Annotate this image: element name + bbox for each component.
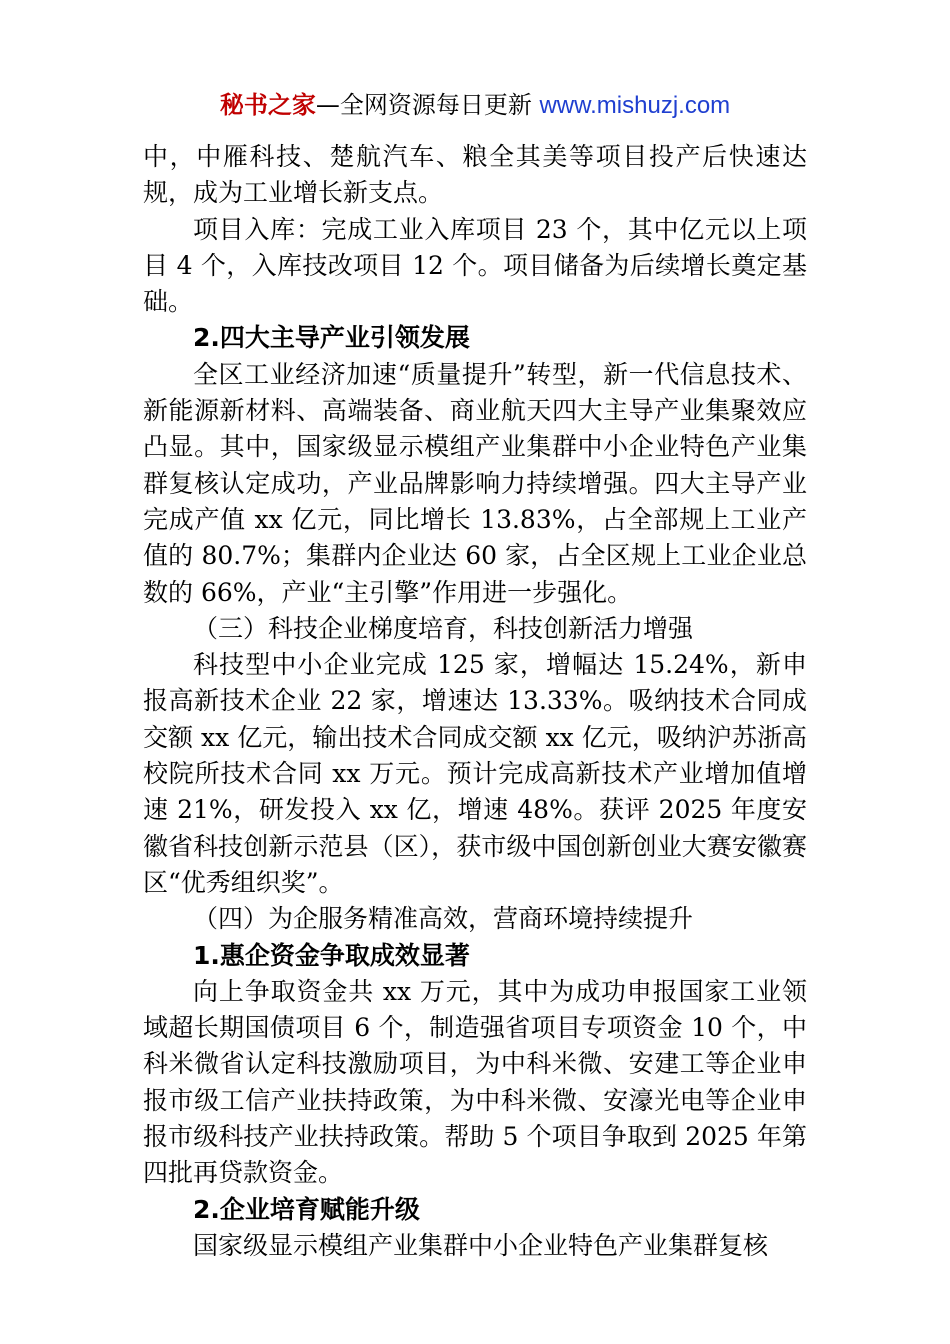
paragraph-funding: 向上争取资金共 xx 万元，其中为成功申报国家工业领域超长期国债项目 6 个，制造强省项目专项资金 10 个，中科米微省认定科技激励项目，为中科米微、安建工等企业申报市级工信产业扶持政策，为中科米微、安濠光电等企业申报市级科技产业扶持政策。帮助 5 个项目争取到 2025 年第四批再贷款资金。 <box>143 976 807 1188</box>
page-header <box>0 88 950 123</box>
document-body <box>143 139 807 1264</box>
paragraph-cluster: 国家级显示模组产业集群中小企业特色产业集群复核 <box>193 1230 769 1260</box>
site-url-link[interactable]: www.mishuzj.com <box>539 92 731 119</box>
paragraph-continuation: 中，中雁科技、楚航汽车、粮全其美等项目投产后快速达规，成为工业增长新支点。 <box>143 142 807 208</box>
heading-four-industries: 2.四大主导产业引领发展 <box>193 323 470 353</box>
paragraph-industries: 全区工业经济加速“质量提升”转型，新一代信息技术、新能源新材料、高端装备、商业航天四大主导产业集聚效应凸显。其中，国家级显示模组产业集群中小企业特色产业集群复核认定成功，产业品牌影响力持续增强。四大主导产业完成产值 xx 亿元，同比增长 13.83%，占全部规上工业产值的 80.7%；集群内企业达 60 家，占全区规上工业企业总数的 66%，产业“主引擎”作用进一步强化。 <box>143 359 807 607</box>
heading-funding: 1.惠企资金争取成效显著 <box>193 940 470 970</box>
brand-name: 秘书之家 <box>219 91 316 119</box>
header-tagline: —全网资源每日更新 <box>315 91 532 119</box>
heading-enterprise-cultivation: 2.企业培育赋能升级 <box>193 1194 420 1224</box>
paragraph-project-storage: 项目入库：完成工业入库项目 23 个，其中亿元以上项目 4 个，入库技改项目 12 个。项目储备为后续增长奠定基础。 <box>143 214 807 317</box>
section-title-tech-enterprises: （三）科技企业梯度培育，科技创新活力增强 <box>193 613 694 643</box>
section-title-enterprise-service: （四）为企服务精准高效，营商环境持续提升 <box>193 904 694 934</box>
paragraph-tech-enterprises: 科技型中小企业完成 125 家，增幅达 15.24%，新申报高新技术企业 22 家，增速达 13.33%。吸纳技术合同成交额 xx 亿元，输出技术合同成交额 xx 亿元，吸纳沪苏浙高校院所技术合同 xx 万元。预计完成高新技术产业增加值增速 21%，研发投入 xx 亿，增速 48%。获评 2025 年度安徽省科技创新示范县（区），获市级中国创新创业大赛安徽赛区“优秀组织奖”。 <box>143 650 807 897</box>
